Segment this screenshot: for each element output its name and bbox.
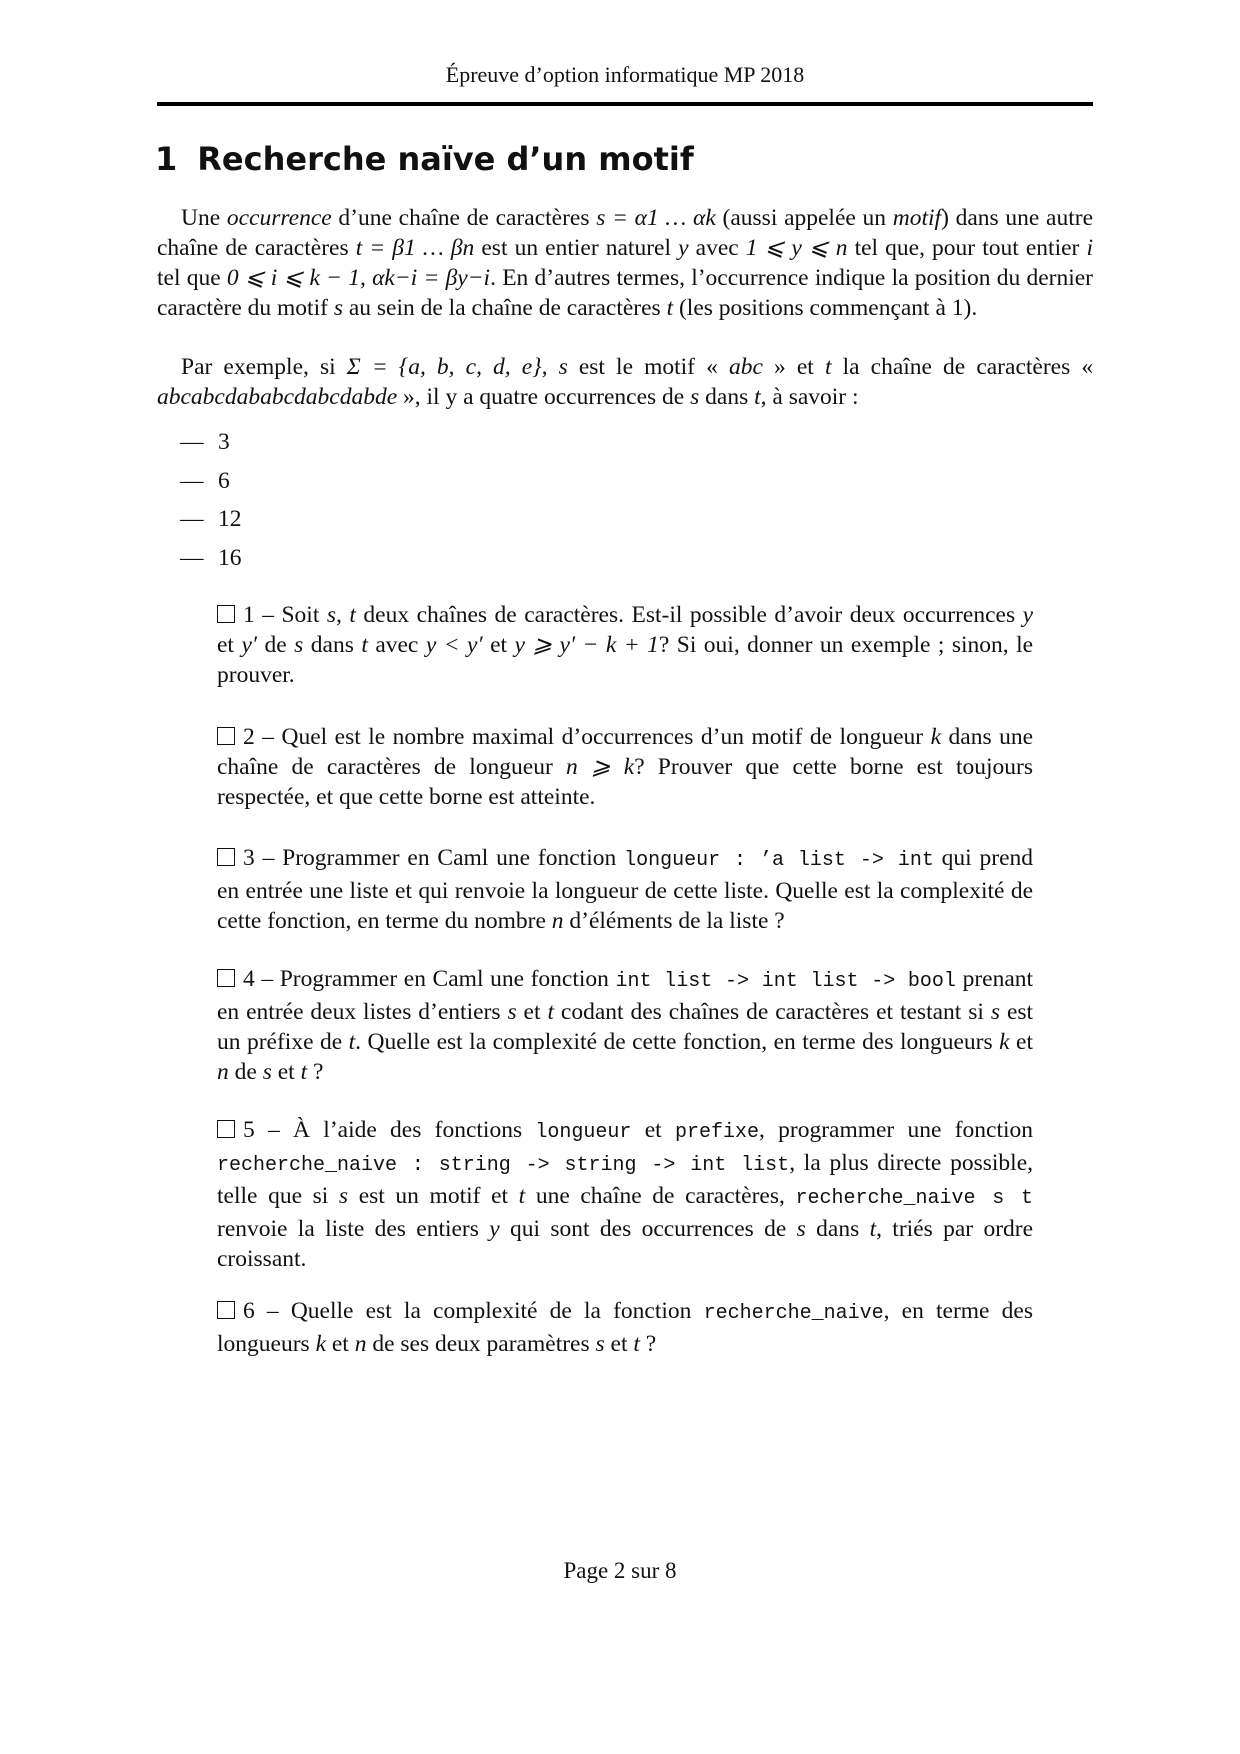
code-identifier: prefixe xyxy=(674,1121,759,1144)
list-item: — 6 xyxy=(180,467,230,494)
text: et xyxy=(490,632,508,658)
text: – Soit xyxy=(262,602,320,628)
math: t = β1 … βn xyxy=(355,235,475,261)
math: s xyxy=(690,384,700,410)
text: dans une chaîne de caractères de longueur xyxy=(217,724,1034,780)
text: , programmer une fonction xyxy=(758,1117,1034,1143)
occurrence-list xyxy=(180,427,242,581)
text: et xyxy=(644,1117,662,1143)
occurrence-value: 3 xyxy=(218,429,230,455)
question-1 xyxy=(217,600,1033,690)
text: . Quelle est la complexité de cette fonction, en terme des longueurs xyxy=(355,1029,993,1055)
math: i xyxy=(1086,235,1093,261)
math: s xyxy=(558,354,568,380)
question-number: 2 xyxy=(243,724,255,750)
text: (aussi appelée un xyxy=(722,205,887,231)
math: n ⩾ k xyxy=(565,754,635,780)
code-signature: recherche_naive : string -> string -> int list xyxy=(217,1154,790,1177)
text: et xyxy=(217,632,234,658)
math: t xyxy=(300,1059,308,1085)
question-6 xyxy=(217,1296,1033,1359)
math: k xyxy=(315,1331,326,1357)
question-number: 4 xyxy=(243,966,255,992)
math: t xyxy=(869,1216,877,1242)
math: s = α1 … αk xyxy=(596,205,716,231)
text: et xyxy=(1016,1029,1033,1055)
text: prenant en entrée deux listes d’entiers xyxy=(217,966,1034,1025)
text: est un motif et xyxy=(358,1183,509,1209)
text: qui prend en entrée une liste et qui renvoie la longueur de cette liste. Quelle est la complexité de cette fonction, en terme du nombre xyxy=(217,845,1034,934)
text: dans xyxy=(310,632,354,658)
list-item: — 12 xyxy=(180,506,242,532)
text: codant des chaînes de caractères et testant si xyxy=(560,999,984,1025)
text: , la plus directe possible, telle que si xyxy=(217,1150,1034,1209)
question-3 xyxy=(217,843,1033,936)
text: et xyxy=(523,999,541,1025)
math: k xyxy=(930,724,942,750)
math: y xyxy=(1022,602,1034,628)
math: n xyxy=(551,908,564,934)
code-call: recherche_naive s t xyxy=(795,1187,1034,1210)
text: la chaîne de caractères « xyxy=(842,354,1094,380)
math: s, t xyxy=(326,602,356,628)
math: y xyxy=(489,1216,500,1242)
text: une chaîne de caractères, xyxy=(535,1183,785,1209)
text: est un entier naturel xyxy=(481,235,672,261)
text: qui sont des occurrences de xyxy=(510,1216,787,1242)
checkbox-icon xyxy=(217,1301,235,1319)
question-number: 5 xyxy=(243,1117,255,1143)
math: t xyxy=(824,354,832,380)
example-paragraph xyxy=(157,352,1093,412)
question-2 xyxy=(217,722,1033,812)
code-signature: int list -> int list -> bool xyxy=(615,970,956,993)
section-heading: Recherche naïve d’un motif xyxy=(197,140,694,178)
math: y ⩾ y′ − k + 1 xyxy=(514,632,659,658)
text: d’éléments de la liste ? xyxy=(569,908,785,934)
math: y′ xyxy=(241,632,258,658)
text: renvoie la liste des entiers xyxy=(217,1216,479,1242)
math: s xyxy=(990,999,1001,1025)
section-title xyxy=(155,140,694,178)
text: avec xyxy=(695,235,739,261)
text: dans xyxy=(705,384,749,410)
text: et xyxy=(610,1331,628,1357)
text: , triés par ordre croissant. xyxy=(217,1216,1034,1272)
text: – Quelle est la complexité de la fonction xyxy=(266,1298,692,1324)
math: s xyxy=(507,999,517,1025)
math: 1 ⩽ y ⩽ n xyxy=(745,235,848,261)
text: ? Prouver que cette borne est toujours respectée, et que cette borne est atteinte. xyxy=(217,754,1033,810)
math: αk−i = βy−i xyxy=(372,265,491,291)
math: n xyxy=(354,1331,367,1357)
checkbox-icon xyxy=(217,727,235,745)
header-rule xyxy=(157,102,1093,106)
text: – Quel est le nombre maximal d’occurrences d’un motif de longueur xyxy=(262,724,924,750)
checkbox-icon xyxy=(217,1120,235,1138)
text: au sein de la chaîne de caractères xyxy=(348,295,661,321)
text: ? xyxy=(645,1331,657,1357)
math: s xyxy=(338,1183,349,1209)
text: dans xyxy=(816,1216,860,1242)
text: Par exemple, si xyxy=(181,354,336,380)
checkbox-icon xyxy=(217,969,235,987)
term-occurrence: occurrence xyxy=(226,205,332,231)
text: Une xyxy=(181,205,221,231)
math: s xyxy=(294,632,304,658)
math: t xyxy=(754,384,761,410)
math: y < y′ xyxy=(425,632,483,658)
text: ) dans une autre chaîne de caractères xyxy=(157,205,1094,261)
text: avec xyxy=(375,632,419,658)
question-5 xyxy=(217,1115,1033,1274)
math: 0 ⩽ i ⩽ k − 1, xyxy=(226,265,366,291)
math: s xyxy=(262,1059,272,1085)
list-item: — 3 xyxy=(180,429,230,455)
text: . En d’autres termes, l’occurrence indique la position du dernier caractère du motif xyxy=(157,265,1093,321)
text: », il y a quatre occurrences de xyxy=(403,384,685,410)
text: deux chaînes de caractères. Est-il possible d’avoir deux occurrences xyxy=(363,602,1016,628)
list-item: — 16 xyxy=(180,544,242,571)
occurrence-value: 12 xyxy=(218,506,242,532)
math: s xyxy=(595,1331,605,1357)
section-number: 1 xyxy=(155,140,178,178)
occurrence-value: 6 xyxy=(218,467,230,494)
math: y xyxy=(678,235,689,261)
text: de ses deux paramètres xyxy=(372,1331,590,1357)
text: , en terme des longueurs xyxy=(217,1298,1033,1357)
text: tel que xyxy=(157,265,221,291)
math: t xyxy=(348,1029,356,1055)
page-number: Page 2 sur 8 xyxy=(563,1558,677,1583)
question-number: 1 xyxy=(243,602,255,628)
text: et xyxy=(277,1059,295,1085)
intro-paragraph xyxy=(157,203,1093,323)
text: de xyxy=(264,632,287,658)
code-signature: longueur : ’a list -> int xyxy=(624,849,934,872)
math: t xyxy=(633,1331,640,1357)
text: est un préfixe de xyxy=(217,999,1034,1055)
text: – Programmer en Caml une fonction xyxy=(262,845,617,871)
text: – À l’aide des fonctions xyxy=(268,1117,523,1143)
text: d’une chaîne de caractères xyxy=(338,205,590,231)
text: de xyxy=(234,1059,257,1085)
term-motif: motif xyxy=(892,205,942,231)
math: t xyxy=(547,999,554,1025)
text: – Programmer en Caml une fonction xyxy=(261,966,609,992)
text: ? xyxy=(312,1059,324,1085)
text: est le motif « xyxy=(578,354,718,380)
occurrence-value: 16 xyxy=(218,544,242,571)
text: (les positions commençant à 1). xyxy=(678,295,978,321)
checkbox-icon xyxy=(217,848,235,866)
text: ? Si oui, donner un exemple ; sinon, le prouver. xyxy=(217,632,1034,688)
question-number: 6 xyxy=(243,1298,255,1324)
text: » et xyxy=(774,354,814,380)
example-string: abcabcdababcdabcdabde xyxy=(157,384,398,410)
math: t xyxy=(518,1183,526,1209)
math: s xyxy=(333,295,343,321)
question-4 xyxy=(217,964,1033,1087)
code-identifier: longueur xyxy=(535,1121,632,1144)
code-identifier: recherche_naive xyxy=(703,1302,884,1325)
text: , à savoir : xyxy=(760,384,859,410)
math: t xyxy=(361,632,368,658)
question-number: 3 xyxy=(243,845,255,871)
math: k xyxy=(999,1029,1010,1055)
math: s xyxy=(796,1216,806,1242)
text: et xyxy=(331,1331,349,1357)
math: t xyxy=(666,295,674,321)
checkbox-icon xyxy=(217,605,235,623)
text: tel que, pour tout entier xyxy=(854,235,1080,261)
example-motif: abc xyxy=(728,354,763,380)
math: n xyxy=(217,1059,229,1085)
running-header: Épreuve d’option informatique MP 2018 xyxy=(445,62,805,87)
math: Σ = {a, b, c, d, e}, xyxy=(346,354,548,380)
